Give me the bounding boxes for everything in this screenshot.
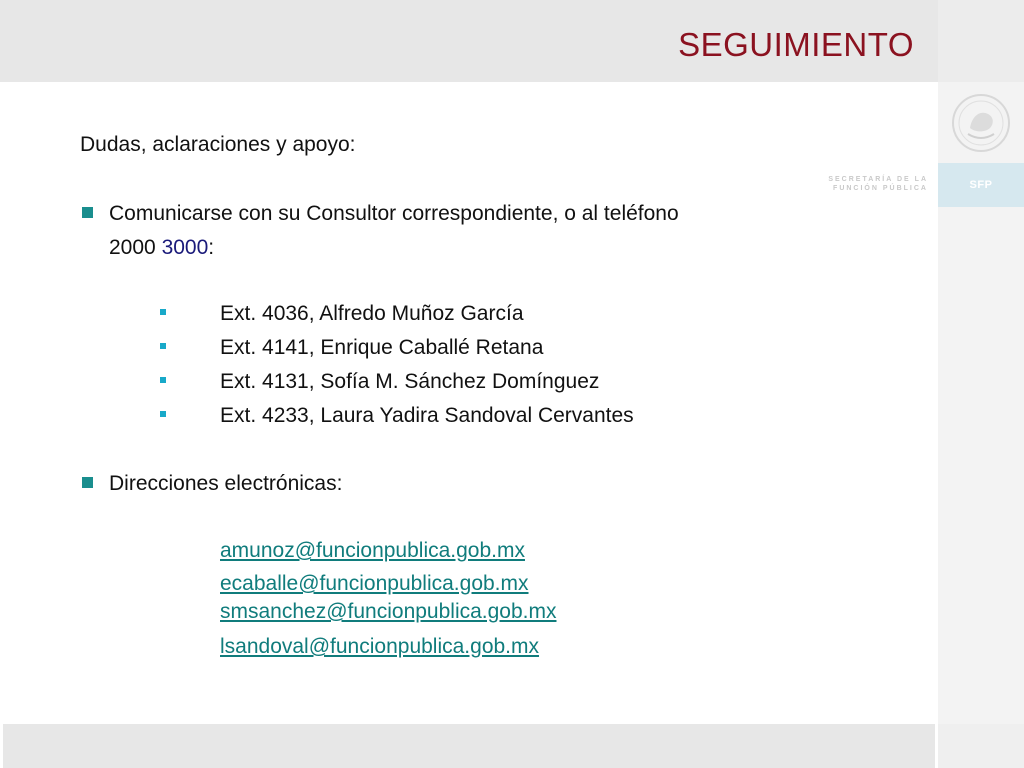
extension-item: Ext. 4131, Sofía M. Sánchez Domínguez — [220, 370, 600, 393]
extension-item: Ext. 4036, Alfredo Muñoz García — [220, 302, 524, 325]
sub-bullet-icon — [160, 343, 166, 349]
email-link-smsanchez[interactable]: smsanchez@funcionpublica.gob.mx — [220, 600, 557, 623]
bullet-square-icon — [82, 477, 93, 488]
sub-bullet-icon — [160, 377, 166, 383]
footer-right-block — [938, 724, 1024, 768]
email-heading: Direcciones electrónicas: — [109, 472, 343, 495]
email-link-amunoz[interactable]: amunoz@funcionpublica.gob.mx — [220, 539, 525, 562]
extension-item: Ext. 4141, Enrique Caballé Retana — [220, 336, 544, 359]
sub-bullet-icon — [160, 309, 166, 315]
page-title: SEGUIMIENTO — [678, 26, 914, 63]
sub-bullet-icon — [160, 411, 166, 417]
phone-suffix: : — [208, 236, 215, 259]
footer-band — [3, 724, 935, 768]
phone-number-line — [109, 235, 214, 261]
intro-text: Dudas, aclaraciones y apoyo: — [80, 133, 356, 156]
email-link-lsandoval[interactable]: lsandoval@funcionpublica.gob.mx — [220, 635, 540, 658]
extension-item: Ext. 4233, Laura Yadira Sandoval Cervantes — [220, 404, 634, 427]
bullet-square-icon — [82, 207, 93, 218]
phone-prefix: 2000 — [109, 236, 162, 259]
sfp-logo-box — [938, 163, 1024, 207]
email-link-ecaballe[interactable]: ecaballe@funcionpublica.gob.mx — [220, 572, 529, 595]
contact-consultant-text: Comunicarse con su Consultor correspondiente, o al teléfono — [109, 202, 679, 225]
department-name: SECRETARÍA DE LA FUNCIÓN PÚBLICA — [828, 176, 928, 192]
right-strip-header — [938, 0, 1024, 82]
phone-highlight: 3000 — [161, 236, 209, 259]
sfp-acronym: SFP — [969, 179, 993, 191]
coat-of-arms-seal-icon — [950, 92, 1012, 154]
